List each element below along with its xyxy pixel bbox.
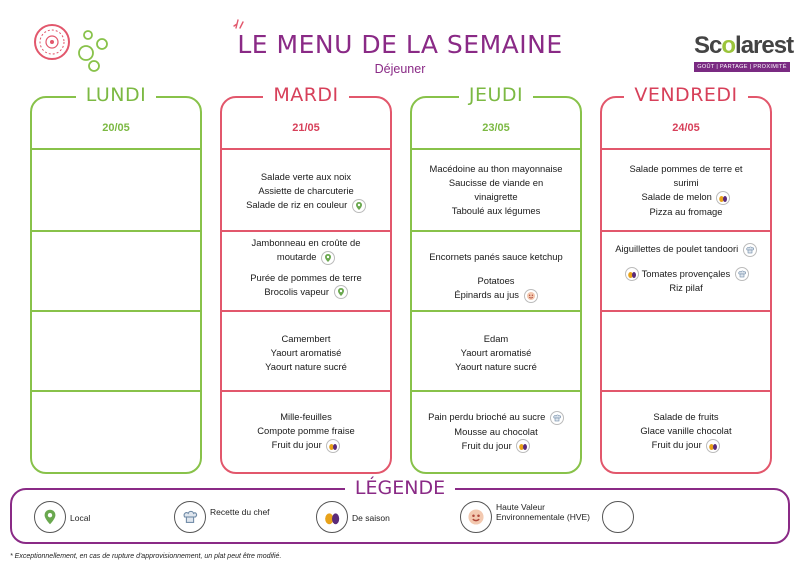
- menu-item: Brocolis vapeur: [226, 285, 386, 300]
- menu-item: surimi: [673, 177, 699, 188]
- season-icon: [316, 501, 348, 533]
- menu-item: Aiguillettes de poulet tandoori: [606, 242, 766, 257]
- legend-title: LÉGENDE: [345, 477, 455, 499]
- laitages-cell: [226, 332, 386, 374]
- brand-logo: [690, 26, 794, 70]
- menu-item: Encornets panés sauce ketchup: [429, 251, 563, 262]
- menu-item: Tomates provençales: [606, 267, 766, 282]
- divider: [410, 148, 582, 150]
- day-date: 24/05: [672, 122, 700, 134]
- menu-item: moutarde: [226, 250, 386, 265]
- menu-item: Taboulé aux légumes: [451, 205, 541, 216]
- divider: [30, 310, 202, 312]
- menu-item: Salade pommes de terre et: [629, 163, 743, 174]
- page-subtitle: Déjeuner: [374, 62, 426, 76]
- local-icon: [321, 251, 335, 265]
- menu-item: Camembert: [281, 333, 331, 344]
- divider: [220, 230, 392, 232]
- desserts-cell: [416, 410, 576, 453]
- hve-icon: [524, 289, 538, 303]
- menu-item: Saucisse de viande en: [448, 177, 544, 188]
- menu-item: Mille-feuilles: [280, 411, 332, 422]
- menu-item: Jambonneau en croûte de: [251, 237, 361, 248]
- menu-item: Pizza au fromage: [649, 205, 723, 217]
- menu-item: Salade verte aux noix: [260, 171, 352, 182]
- day-name: LUNDI: [76, 84, 157, 106]
- menu-item: Fruit du jour: [226, 438, 386, 453]
- menu-item: Yaourt nature sucré: [265, 361, 347, 372]
- day-date: 20/05: [102, 122, 130, 134]
- divider: [600, 148, 772, 150]
- season-icon: [706, 439, 720, 453]
- menu-item: Épinards au jus: [416, 288, 576, 303]
- day-column-lundi: [30, 84, 202, 474]
- sparkle-icon: [233, 18, 245, 30]
- divider: [30, 230, 202, 232]
- menu-item: Assiette de charcuterie: [258, 185, 354, 196]
- entrees-cell: [226, 170, 386, 213]
- chef-icon: [743, 243, 757, 257]
- menu-item: Purée de pommes de terre: [250, 271, 362, 283]
- divider: [410, 230, 582, 232]
- legend-label: De saison: [352, 513, 390, 523]
- divider: [600, 230, 772, 232]
- menu-item: Fruit du jour: [416, 439, 576, 454]
- divider: [220, 390, 392, 392]
- menu-item: Salade de fruits: [653, 411, 719, 422]
- divider: [410, 310, 582, 312]
- day-name: VENDREDI: [624, 84, 747, 106]
- plats-cell: [606, 242, 766, 295]
- menu-item: Yaourt aromatisé: [270, 347, 342, 358]
- brand-name: Scolarest: [694, 32, 794, 59]
- divider: [410, 390, 582, 392]
- legend-label: Local: [70, 513, 91, 523]
- divider: [30, 148, 202, 150]
- footnote: * Exceptionnellement, en cas de rupture d'approvisionnement, un plat peut être modifié.: [10, 553, 282, 560]
- menu-item: Salade de riz en couleur: [226, 198, 386, 213]
- entrees-cell: [606, 162, 766, 219]
- brand-tagline: GOÛT | PARTAGE | PROXIMITÉ: [694, 62, 790, 72]
- hve-icon: [460, 501, 492, 533]
- season-icon: [716, 191, 730, 205]
- menu-item: Salade de melon: [606, 190, 766, 205]
- laitages-cell: [416, 332, 576, 374]
- menu-item: Mousse au chocolat: [454, 425, 538, 437]
- season-icon: [516, 439, 530, 453]
- chef-icon: [174, 501, 206, 533]
- divider: [600, 310, 772, 312]
- chef-icon: [735, 267, 749, 281]
- divider: [220, 148, 392, 150]
- menu-item: Macédoine au thon mayonnaise: [429, 163, 563, 174]
- plats-cell: [416, 250, 576, 303]
- page-title: LE MENU DE LA SEMAINE: [237, 30, 563, 59]
- divider: [600, 390, 772, 392]
- day-date: 21/05: [292, 122, 320, 134]
- day-column-mardi: [220, 84, 392, 474]
- desserts-cell: [226, 410, 386, 453]
- season-icon: [326, 439, 340, 453]
- day-column-jeudi: [410, 84, 582, 474]
- legend-label: Haute Valeur Environnementale (HVE): [496, 502, 591, 522]
- menu-item: Pain perdu brioché au sucre: [416, 410, 576, 425]
- divider: [220, 310, 392, 312]
- menu-item: Edam: [483, 333, 509, 344]
- menu-item: Yaourt nature sucré: [455, 361, 537, 372]
- divider: [30, 390, 202, 392]
- local-icon: [334, 285, 348, 299]
- plats-cell: [226, 236, 386, 299]
- season-icon: [625, 267, 639, 281]
- menu-item: Riz pilaf: [669, 282, 703, 294]
- legend-box: [10, 477, 790, 544]
- chef-icon: [550, 411, 564, 425]
- day-date: 23/05: [482, 122, 510, 134]
- menu-item: Glace vanille chocolat: [640, 425, 732, 436]
- legend-label: Recette du chef: [210, 507, 270, 517]
- menu-item: Fruit du jour: [606, 438, 766, 453]
- menu-item: vinaigrette: [474, 191, 518, 202]
- day-name: JEUDI: [459, 84, 533, 106]
- entrees-cell: [416, 162, 576, 218]
- menu-item: Compote pomme fraise: [257, 425, 355, 436]
- menu-item: Yaourt aromatisé: [460, 347, 532, 358]
- local-icon: [34, 501, 66, 533]
- desserts-cell: [606, 410, 766, 453]
- empty-circle-icon: [602, 501, 634, 533]
- day-column-vendredi: [600, 84, 772, 474]
- local-icon: [352, 199, 366, 213]
- menu-item: Potatoes: [477, 275, 515, 286]
- day-name: MARDI: [263, 84, 348, 106]
